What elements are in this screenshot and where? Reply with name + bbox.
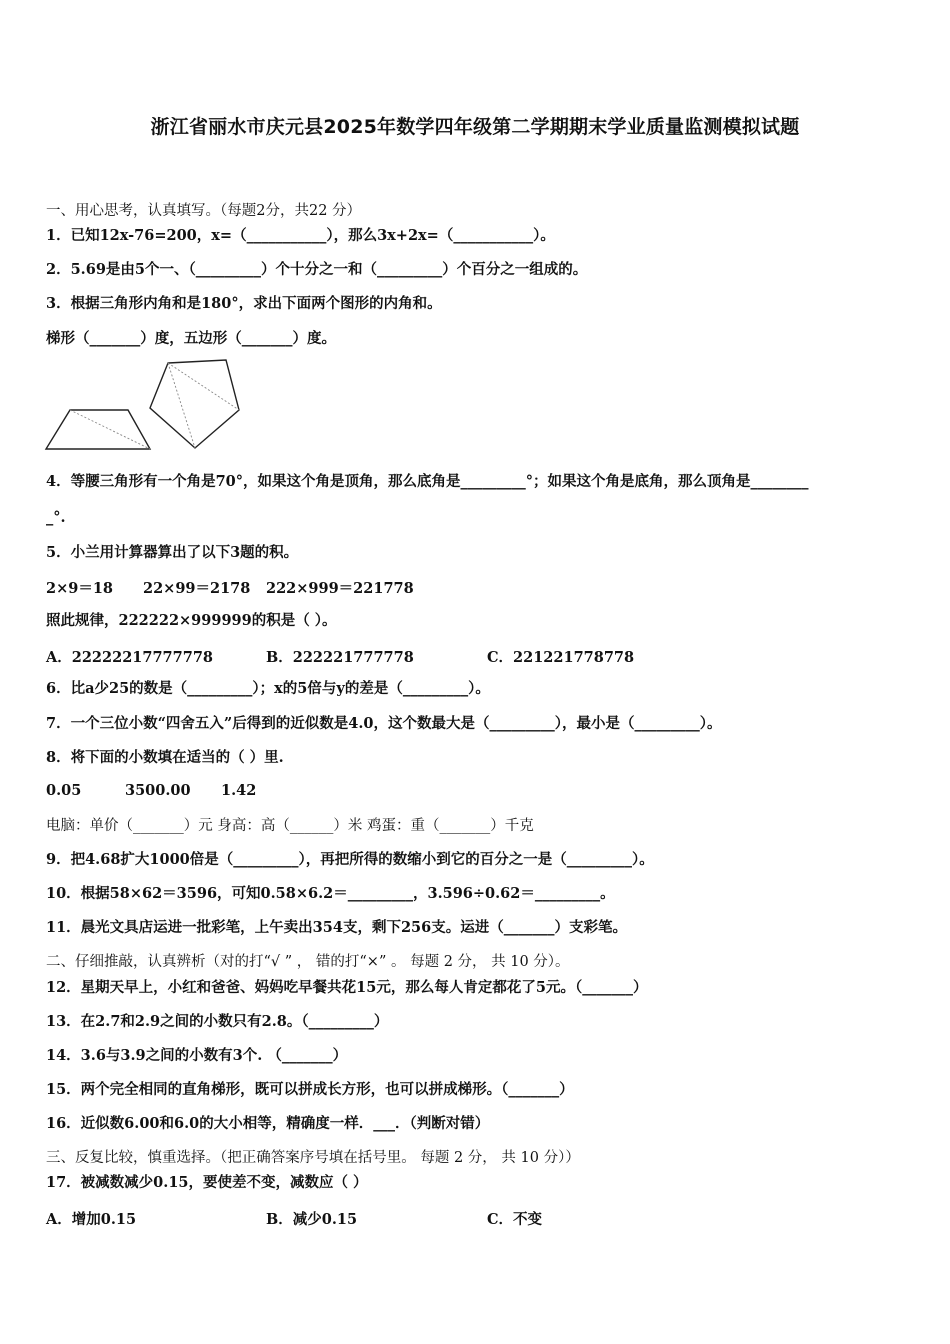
q17-option-b: B．减少0.15 (266, 1211, 358, 1228)
question-16: 16．近似数6.00和6.0的大小相等，精确度一样．___．（判断对错） (46, 1115, 490, 1132)
question-3: 3．根据三角形内角和是180°，求出下面两个图形的内角和。 (46, 295, 442, 312)
q17-option-c: C．不变 (487, 1211, 543, 1228)
q8-number-3: 1.42 (221, 782, 257, 799)
question-7: 7．一个三位小数“四舍五入”后得到的近似数是4.0，这个数最大是（_________），最小是（_________）。 (46, 715, 722, 732)
q5-equation-3: 222×999＝221778 (266, 580, 414, 597)
question-3-answer: 梯形（_______）度，五边形（_______）度。 (46, 330, 336, 347)
question-15: 15．两个完全相同的直角梯形，既可以拼成长方形，也可以拼成梯形。（_______） (46, 1081, 574, 1098)
q5-option-a: A．22222217777778 (46, 649, 213, 666)
question-2: 2．5.69是由5个一、（_________）个十分之一和（_________）个百分之一组成的。 (46, 261, 588, 278)
q8-number-2: 3500.00 (125, 782, 191, 799)
pentagon-figure (146, 356, 244, 452)
trapezoid-figure (44, 404, 154, 454)
q17-option-a: A．增加0.15 (46, 1211, 137, 1228)
question-5: 5．小兰用计算器算出了以下3题的积。 (46, 544, 299, 561)
section1-heading: 一、用心思考，认真填写。（每题2分，共22 分） (46, 203, 362, 219)
question-11: 11．晨光文具店运进一批彩笔，上午卖出354支，剩下256支。运进（_______）支彩笔。 (46, 919, 627, 936)
question-6: 6．比a少25的数是（_________）；x的5倍与y的差是（_________）。 (46, 680, 490, 697)
q8-number-1: 0.05 (46, 782, 82, 799)
question-1: 1．已知12x-76=200，x=（___________），那么3x+2x=（___________）。 (46, 227, 555, 244)
question-8-fill: 电脑：单价（_______）元 身高：高（______）米 鸡蛋：重（_______）千克 (46, 818, 534, 834)
question-5-ask: 照此规律，222222×999999的积是（ ）。 (46, 612, 337, 629)
question-17: 17．被减数减少0.15，要使差不变，减数应（ ） (46, 1174, 368, 1191)
question-4-line2: _°. (46, 509, 66, 526)
q5-equation-2: 22×99＝2178 (143, 580, 251, 597)
q5-option-b: B．222221777778 (266, 649, 414, 666)
question-12: 12．星期天早上，小红和爸爸、妈妈吃早餐共花15元，那么每人肯定都花了5元。（_______） (46, 979, 648, 996)
section3-heading: 三、反复比较，慎重选择。（把正确答案序号填在括号里。 每题 2 分， 共 10 分）） (46, 1150, 580, 1166)
question-14: 14．3.6与3.9之间的小数有3个. （_______） (46, 1047, 348, 1064)
question-8: 8．将下面的小数填在适当的（ ）里. (46, 749, 284, 766)
page-title: 浙江省丽水市庆元县2025年数学四年级第二学期期末学业质量监测模拟试题 (150, 116, 800, 138)
question-10: 10．根据58×62＝3596，可知0.58×6.2＝_________，3.596÷0.62＝_________。 (46, 885, 615, 902)
q5-equation-1: 2×9＝18 (46, 580, 114, 597)
question-9: 9．把4.68扩大1000倍是（_________），再把所得的数缩小到它的百分之一是（_________）。 (46, 851, 654, 868)
q5-option-c: C．221221778778 (487, 649, 635, 666)
section2-heading: 二、仔细推敲，认真辨析（对的打“√ ” ， 错的打“×” 。 每题 2 分， 共 10 分）。 (46, 954, 570, 970)
question-13: 13．在2.7和2.9之间的小数只有2.8。（_________） (46, 1013, 389, 1030)
question-4-line1: 4．等腰三角形有一个角是70°，如果这个角是顶角，那么底角是_________°；如果这个角是底角，那么顶角是________ (46, 473, 809, 490)
